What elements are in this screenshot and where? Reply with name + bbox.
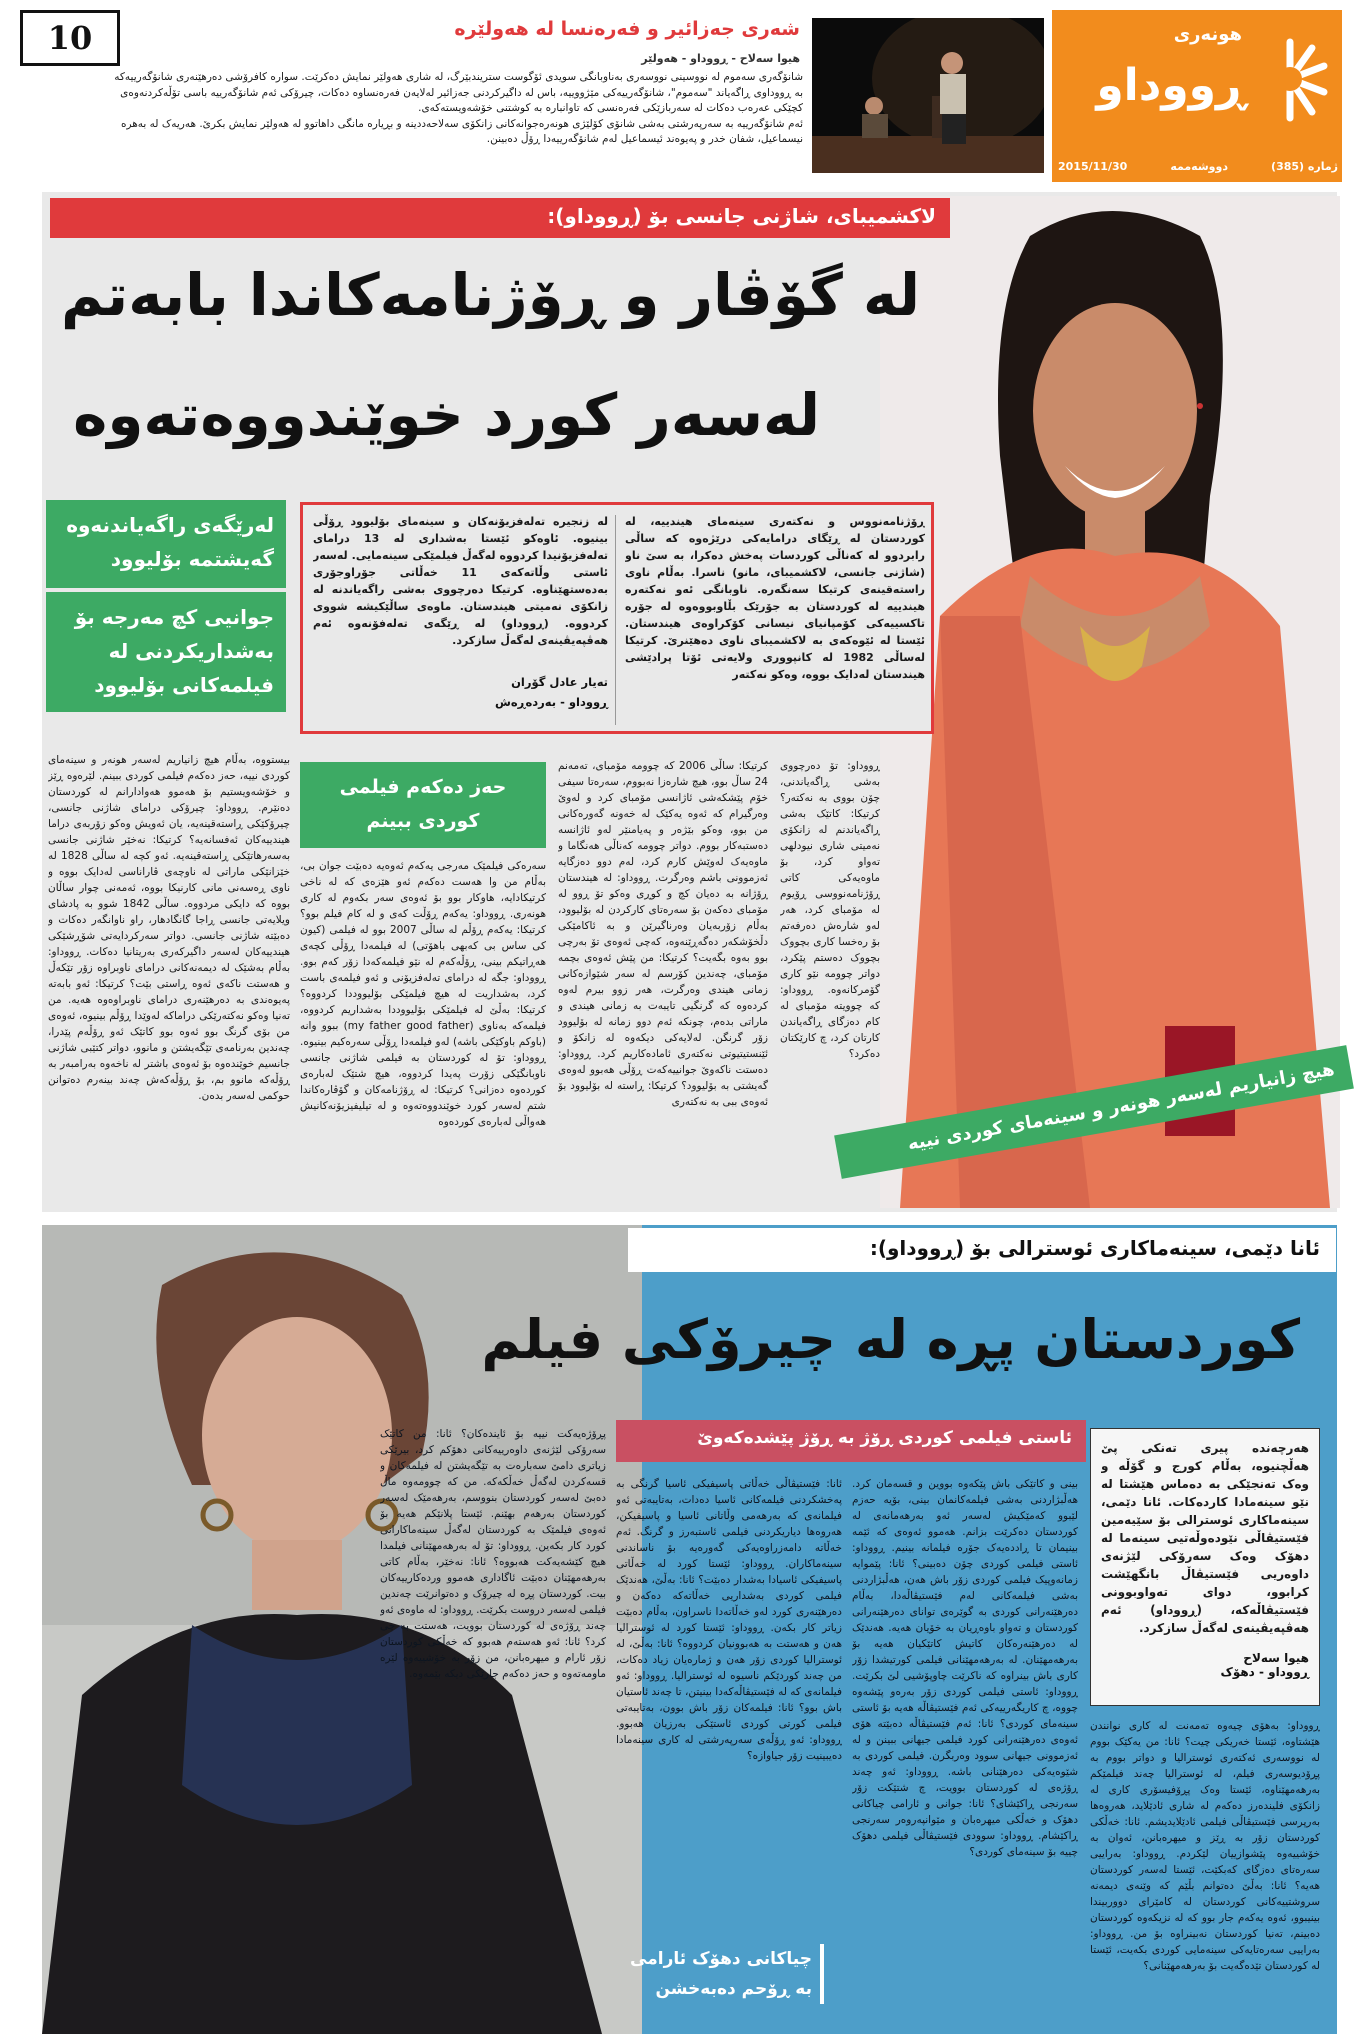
teaser-body	[28, 70, 803, 180]
article1-intro-right: ڕۆژنامەنووس و نەکتەری سینەمای هیندییە، لە کوردستان لە ڕێگای درامایەکی درێژەوە کە ساڵی رابردوو لە کەناڵی کوردسات پەخش دەکرا، بە سێ ناو (شاژنی جانسی، لاکشمیبای، مانو) ناسرا. بەڵام ناوی راستەقینەی کرتیکا سەنگەرە. ناوبانگی ئەو نەکتەرە هیندییە لە کوردستان بە جۆرێک بڵاوبووەوە لە جۆرە تاکسییەکی کۆمپانیای نیسانی کۆکراوەی هیندستان. ئێستا لە ئێوەکەی بە لاکشمیبای ناوی دەهێنرێ. کرتیکا لەساڵی 1982 لە کانپووری ولایەتی ئۆتا پرادێشی هیندستان لەدایک بووە، وەکو نەکتەر	[625, 515, 925, 681]
article2-col-4: پڕۆژەیەکت نییە بۆ ئایندەکان؟ ئانا: من کاتێک سەرۆکی لێژنەی داوەرییەکانی دهۆکم کرد، بیرێکی زیاتری دامێ سەبارەت بە تێگەیشتن لە فیلمەکان و قسەکردن لەگەڵ خەڵکەکە. من کە چوومەوە ماڵ دەبێ لەسەر کوردستان بنووسم، بەرهەمێک لەسەر کوردستان بەرهەم بهێنم. ئێستا پلانێکم هەیە بۆ ئەوەی فیلمێک بە کوردستان لەگەڵ سینەماکارانی کورد کار بکەین. ڕووداو: تۆ لە بەرهەمهێنانی فیلمدا هیچ کێشەیەکت هەبووە؟ ئانا: نەخێر، بەڵام کاتی بەرهەمهێنان دەبێت ئاگاداری هەموو وردەکارییەکان بیت. کوردستان پڕە لە چیرۆک و دەتوانرێت چەندین فیلمی لەسەر دروست بکرێت. ڕووداو: لە ماوەی ئەو چەند ڕۆژەی لە کوردستان بوویت، هەستت بە چی کرد؟ ئانا: ئەو هەستەم هەبوو کە خەڵکی کوردستان زۆر ئارام و میهرەبانن، من زۆر بە خۆشییەوە لێرە ماومەتەوە و حەز دەکەم جارێکی دیکە بێمەوە.	[380, 1428, 606, 1680]
green-box-2-line: جوانیی کچ مەرجە بۆ	[74, 605, 274, 629]
green-box-2-line: فیلمەکانی بۆلیوود	[94, 673, 274, 697]
issue-number: ژمارە (385)	[1271, 160, 1338, 173]
photo-caption-line: چیاکانی دهۆک ئارامی	[630, 1949, 812, 1969]
pull-quote-line: کوردی ببینم	[366, 810, 480, 832]
article1-kicker-text: لاکشمیبای، شاژنی جانسی بۆ (ڕووداو):	[547, 204, 936, 228]
article1-intro-box	[300, 502, 934, 734]
pull-quote-line: حەز دەکەم فیلمی	[339, 776, 507, 798]
teaser-line: بە ڕووداوی ڕاگەیاند "سەموم"، شانۆگەرییەکی مێژووییە، باس لە داگیرکردنی جەزائیر لەلایەن فەرەنساوە دەکات، چیرۆکی ئەم شانۆگەرییە باسی تۆڵەکردنەوەی	[120, 86, 803, 99]
article2-kicker-text: ئانا دێمی، سینەماکاری ئوسترالی بۆ (ڕووداو):	[869, 1236, 1320, 1260]
theatre-photo	[812, 18, 1044, 173]
header-strip	[0, 0, 1372, 192]
article1-interviewer: تەیار عادل گۆران	[511, 675, 608, 689]
page-number: 10	[47, 19, 93, 57]
brand-section: هونەری	[1173, 24, 1242, 45]
teaser-byline: هیوا سەلاح - ڕووداو - هەولێر	[641, 52, 800, 65]
article2-headline: کوردستان پڕە لە چیرۆکی فیلم	[481, 1308, 1300, 1371]
article2-intro-box	[1090, 1428, 1320, 1706]
actress-photo	[880, 196, 1340, 1208]
teaser-line: کچێکی عەرەب دەکات لە سەربازێکی فەرەنسی کە تاوانبارە بە کوشتنی خۆشەویستەکەی.	[418, 102, 803, 114]
article2-intro-text: هەرچەندە پیری تەنکی پێ هەڵچنیوە، بەڵام کورج و گۆڵە و وەک تەنجێکی بە دەماس هێشتا لە نێو سینەمادا کاردەکات. ئانا دێمی، سینەماکاری ئوسترالی بۆ سێیەمین فێستیڤاڵی نێودەوڵەتیی سینەما لە دهۆک وەک سەرۆکی لێژنەی داوەریی فێستیڤاڵ بانگهێشت کرابوو، دوای تەواوبوونی فێستیڤاڵەکە، (ڕووداو) ئەم هەڤپەیڤینەی لەگەڵ سازکرد.	[1101, 1441, 1309, 1635]
article2-col-2: بینی و کاتێکی باش پێکەوە بووین و قسەمان کرد. هەڵبژاردنی بەشی فیلمەکانمان بینی، بۆیە حەزم لێبوو کەمێکیش لەسەر ئەو بەرهەمانەی لە کوردستان دەکرێت بزانم. هەموو ئەوەی کە ئێمە بینیمان تا ڕاددەیەک جۆرە فیلمانە بینیم. ڕووداو: ئاستی فیلمی کوردی چۆن دەبینی؟ ئانا: پێموایە زمانەوپیک فیلمی کوردی زۆر باش هەن، هەڵبژاردنی بەشی فیلمەکانی لەم فێستیڤاڵەدا، بەڵام دەرهێنەرانی کوردی بە گوێرەی توانای دەرهێنەرانی کوردستان و تەواو باوەڕیان بە خۆیان هەیە. هەندێک لە دەرهێنەرەکان کاتیش کاتێکیان هەیە بۆ بەرهەمهێنان. لە بەرهەمهێنانی فیلمی کورتیشدا زۆر کاری باش بینراوە کە ناکرێت چاوپۆشیی لێ بکرێت. ڕووداو: ئاستی فیلمی کوردی زۆر بەرەو پێشەوە چووە، چ کاریگەرییەکی ئەم فێستیڤاڵە هەیە بۆ ئاستی سینەمای کوردی؟ ئانا: ئەم فێستیڤاڵە دەبێتە هۆی ئەوەی دەرهێنەرانی کورد فیلمی جیهانی ببینن و لە ئەزموونی جیهانی سوود وەربگرن. فیلمی کوردی بە شێوەیەکی دەرهێنانی باشە. ڕووداو: ئەو چەند ڕۆژەی لە کوردستان بوویت، چ شتێکت زۆر سەرنجی ڕاکێشای؟ ئانا: جوانی و ئارامی چیاکانی دهۆک و خەڵکی میهرەبان و مێوانپەروەر سەرنجی ڕاکێشام. ڕووداو: سوودی فێستیڤاڵی فیلمی دهۆک چییە بۆ سینەمای کوردی؟	[852, 1478, 1078, 1858]
teaser-line: نیسماعیل، شفان خدر و پەیوەند ئیسماعیل لەم شانۆگەرییەدا ڕۆڵ دەبینن.	[486, 133, 803, 145]
green-box-2-line: بەشداریکردنی لە	[108, 639, 274, 663]
article1-col-1: ڕووداو: تۆ دەرچووی بەشی ڕاگەیاندنی، چۆن بووی بە نەکتەر؟ کرتیکا: کاتێک بەشی ڕاگەیاندنم لە زانکۆی نەمیتی شاری نیودلهی تەواو کرد، بۆ ماوەیەکی کاتی ڕۆژنامەنووسی ڕۆیوم لە مۆمبای کرد، هەر لەو شارەش دەرفەتم بۆ رەخسا کاری بچووک بچووک دەستم پێکرد، دواتر چوومە نێو کاری گۆمرکانەوە. ڕووداو: کە چوویتە مۆمبای لە کام دەزگای ڕاگەیاندن کارتان کرد، چ کارێکتان دەکرد؟	[780, 760, 880, 1060]
brand-name: ڕووداو	[1096, 60, 1246, 111]
article1-interviewer-place: ڕووداو - بەردەڕەش	[495, 695, 608, 709]
article1-headline-2: لەسەر کورد خوێندووەتەوە	[73, 381, 820, 449]
pull-quote-box	[300, 762, 546, 848]
actress-illustration	[880, 196, 1340, 1208]
teaser-title: شەری جەزائیر و فەرەنسا لە هەولێرە	[454, 18, 800, 40]
green-box-1-line: لەرێگەی راگەیاندنەوە	[66, 513, 274, 537]
article2-red-bar-text: ئاستی فیلمی کوردی ڕۆژ بە ڕۆژ پێشدەکەوێ	[697, 1428, 1072, 1448]
article1-kicker	[50, 198, 950, 238]
photo-caption-line: بە ڕۆحم دەبەخشن	[655, 1979, 812, 1999]
green-banner-text: هیچ زانیاریم لەسەر هونەر و سینەمای کوردی نییە	[906, 1058, 1337, 1155]
teaser-line: ئەم شانۆگەرییە بە سەرپەرشتی بەشی شانۆی کۆلێژی هونەرەجوانەکانی زانکۆی سەلاحەددینە و بڕیارە مانگی داهاتوو لە هەولێر نمایش بکرێ. هەریەک لە بەهرە	[120, 117, 803, 130]
brand-block	[1052, 10, 1342, 182]
green-box-2	[46, 592, 286, 712]
article1-col-2: کرتیکا: ساڵی 2006 کە چوومە مۆمبای، تەمەنم 24 ساڵ بوو، هیچ شارەزا نەبووم، سەرەتا سیفی خۆم پێشکەشی ئاژانسی مۆمبای کرد و لەوێ وەرگیرام کە ئەوە یەکێک لە خەونە گەورەکانی من بوو، وەکو بێژەر و پەیامنێر لەو ئاژانسە دەستبەکار بووم. دواتر چوومە کەناڵی هەنگاما و ماوەیەک لەوێش کارم کرد، لەم دوو دەزگایە ئەزموونی باشم وەرگرت. ڕووداو: لە هیندستان ڕۆژانە بە دەیان کچ و کوڕی وەکو تۆ ڕوو لە مۆمبای دەکەن بۆ سەرەتای کارکردن لە بۆلیوود، بەڵام زۆربەیان وەرناگیرێن و بە ئاکامێکی دڵخۆشکەر دەگەڕێنەوە، کەچی ئەوەی تۆ بەرچی بوو بەوە بگەیت؟ کرتیکا: من پێش ئەوەی بچمە مۆمبای، چەندین کۆرسم لە سەر شێوازەکانی زمانی هیندی وەرگرت، هەر زوو بیرم لەوە کردەوە کە گرنگیی تایبەت بە زمانی هیندی و ماراتی بدەم، چونکە ئەم دوو زمانە لە بۆلیوود زۆر گرنگن. لەلایەکی دیکەوە لە زانکۆ و ئێنستیتیوتی نەکتەری ئامادەکاریم کرد. ڕووداو: دەستت ناکەوێ جوانییەکەت ڕۆڵی هەبوو لەوەی گەیشتی بە بۆلیوود؟ کرتیکا: ڕاستە لە بۆلیوود بۆ ئەوەی ببی بە نەکتەری	[558, 760, 768, 1108]
issue-date: 2015/11/30	[1058, 160, 1128, 173]
theatre-scene-illustration	[812, 18, 1044, 173]
teaser-line: شانۆگەری سەموم لە نووسینی نووسەری بەناوبانگی سویدی ئۆگوست ستریندبێرگ، لە شاری هەولێر نمایش دەکرێت. سوارە کافرۆشی دەرهێنەری شانۆگەرییەکە	[114, 71, 803, 83]
article1-col-3: سەرەکی فیلمێک مەرجی یەکەم ئەوەیە دەبێت جوان بی، بەڵام من وا هەست دەکەم ئەو هێزەی کە لە ناخی کرتیکادایە، هاوکار بوو بۆ ئەوەی سەر بکەوم لە کاری هونەری. ڕووداو: یەکەم ڕۆڵت کەی و لە کام فیلم بوو؟ کرتیکا: یەکەم ڕۆڵم لە ساڵی 2007 بوو لە فیلمی (کیون کی ساس بی کەبهی باهۆتی) لە فیلمەدا ڕۆڵی کچەی هەڕاتیکم بینی، ڕۆڵەکەم لە نێو فیلمەکەدا زۆر کەم بوو. ڕووداو: جگە لە درامای تەلەفزیۆنی و ئەو فیلمەی باست کرد، بەشداریت لە هیچ فیلمێکی بۆلیووددا کردووە؟ کرتیکا: بەڵێ لە فیلمێکی بۆلیووددا بەشداریم کردووە، فیلمەکە بەناوی (my father good father) ببوو وانە (باوکم باوکێکی باشە) لەو فیلمەدا ڕۆڵی سەرەکیم بینیوە. ڕووداو: تۆ لە کوردستان بە فیلمی شاژنی جانسی ناوبانگێکی زۆرت پەیدا کردووە، هیچ شتێک لەبارەی کوردەوە دەزانی؟ کرتیکا: لە ڕۆژنامەکان و گۆڤارەکاندا شتم لەسەر کورد خوێندووەتەوە و لە تیلیفیزیۆنەکانیش هەواڵی لەبارەی کوردەوە	[300, 860, 546, 1128]
article1-col-4: بیستووە، بەڵام هیچ زانیاریم لەسەر هونەر و سینەمای کوردی نییە، حەز دەکەم فیلمی کوردی ببینم. لێرەوە ڕێز و خۆشەویستیم بۆ هەموو هەوادارانم لە کوردستان دەنێرم. ڕووداو: چیرۆکی درامای شاژنی جانسی، چیرۆکێکی ڕاستەقینەیە، یان ئەویش وەکو زۆربەی دراما هیندییەکان ئەفسانەیە؟ کرتیکا: نەخێر شاژنی جانسی بەسەرهاتێکی ڕاستەقینەیە. ئەو کچە لە ساڵی 1828 لە خێزانێکی ماراتی لە ناوچەی ڤاراناسی لەدایک بووە و ناوی ڕەسەنی مانی کارنیکا بووە، ئەمەنی چوار ساڵان بووە کە دایکی مردووە. ساڵی 1842 شوو بە پادشای ویلایەتی جانسی ڕاجا گانگادهار، راو ناوانگەر دەکات و دەبێتە شاژنی جانسی. دواتر سەرکردایەتی شۆڕشێکی هیندییەکان لەسەر داگیرکەری بەریتانیا دەکات. ڕووداو: بەڵام بەشێک لە دیمەنەکانی درامای ناوبراوە زۆر تێکەڵ و هەستت ناکەی ئەوە ڕاستی بێت؟ کرتیکا: ئەو بابەتە پەیوەندی بە دەرهێنەری درامای ناوبراوەوە هەیە. من تەنیا وەکو نەکتەرێکی دراماکە لەوێدا ڕۆڵم بینیوە، ئەوەی من بۆی گرنگ بوو ئەوە بوو کاتێک ئەو ڕۆڵەم پێدرا، چەندین بەرنامەی تێگەیشتن و مانوو، دواتر کتێبی شاژنی جانسیم خوێندەوە بۆ ئەوەی باشتر لە ناخەوە بەرامبەر بە ڕۆڵەکە مانوو بم، بۆ ڕۆڵەکەش چەند بینەرم دەتوانن حوکمی لەسەر بدەن.	[48, 754, 290, 1102]
article2-red-bar	[616, 1420, 1086, 1462]
weekday: دووشەممە	[1170, 160, 1228, 173]
article2-intro-place: ڕووداو - دهۆک	[1220, 1665, 1309, 1679]
page-number-box	[20, 10, 120, 66]
article2-kicker	[628, 1228, 1336, 1272]
article1-intro-left: لە زنجیرە تەلەفزیۆنەکان و سینەمای بۆلیوود ڕۆڵی بینیوە. ئاوەکو ئێستا بەشداری لە 13 درامای تەلەفزیۆنیدا کردووە لەگەڵ فیلمێکی سینەمایی. لەسەر ئاستی وڵاتەکەی 11 خەڵاتی جۆراوجۆری بەدەستهێناوە. کرتیکا دەرچووی بەشی راگەیاندنە لە زانکۆی نەمیتی هیندستان. ماوەی ساڵێکیشە شووی کردووە. (ڕووداو) لە ڕێگەی تەلەفۆنەوە ئەم هەڤپەیڤینەی لەگەڵ سازکرد.	[313, 515, 608, 647]
article1-headline-1: لە گۆڤار و ڕۆژنامەکاندا بابەتم	[60, 261, 920, 329]
article2-col-3: ئانا: فێستیڤاڵی خەڵاتی پاسیفیکی ئاسیا گرنگی بە پەخشکردنی فیلمەکانی ئاسیا دەدات، بەتایبەتی ئەو فیلمانەی کە بەرهەمی وڵاتانی ئاسیا و پاسیفیکن، هەروەها دیاریکردنی فیلمی ئاستبەرز و گرنگ. ئەم خەڵاتە دامەزراوەیەکی گەورەیە بۆ ناساندنی سینەماکاران. ڕووداو: ئێستا کورد لە خەڵاتی پاسیفیکی ئاسیادا بەشدار دەبێت؟ ئانا: بەڵێ، هەندێک فیلمی کوردی بەشداریی خەڵاتەکە دەکەن و دەرهێنەری کورد لەو خەڵاتەدا ناسراون، بەڵام دەبێت زیاتر کار بکەن. ڕووداو: ئێستا کورد لە ئوسترالیا هەن و هەستت بە هەبوونیان کردووە؟ ئانا: بەڵێ، لە ئوسترالیا کوردی زۆر هەن و ژمارەیان زیاد دەکات، من چەند کوردێکم ناسیوە لە ئوسترالیا. ڕووداو: ئەو فیلمانەی کە لە فێستیڤاڵەکەدا بینیتن، تا چەند ئاستیان باش بوو؟ ئانا: فیلمەکان زۆر باش بوون، بەتایبەتی فیلمی کورتی کوردی ئاستێکی بەرزیان هەبوو. ڕووداو: ئەو ڕۆڵەی سەرپەرشتی لە کاری سینەمادا دەیبینیت زۆر جیاوازە؟	[616, 1478, 842, 1762]
article2-intro-author: هیوا سەلاح	[1243, 1651, 1309, 1665]
article2-col-1: ڕووداو: بەهۆی چیەوە تەمەنت لە کاری نوانندن هێشتاوە، ئێستا خەریکی چیت؟ ئانا: من یەکێک بووم لە نووسەری ئەکتەری ئوسترالیا و دواتر بووم بە پڕۆدیوسەری فیلم، لە ئوسترالیا چەند فیلمێکم بەرهەمهێناوە، ئێستا وەک پڕۆفیسۆری کاری لە زانکۆی فلیندەرز دەکەم لە شاری ئادێلاید، هەروەها بەرپرسی فێستیڤاڵی فیلمی ئادێلایدیشم. ئانا: خەڵکی کوردستان زۆر بە ڕێز و میهرەبانن، ئەوان بە خۆشییەوە پێشوازییان لێکردم. ڕووداو: بەراییی سەرەتای دەزگای کەبکێت، ئێستا لەسەر کوردستان هەیە؟ ئانا: بەڵێ دەتوانم بڵێم کە وێنەی دیمەنە سروشتییەکانی کوردستان لە کامێرای دووربیندا بینیبوو، ئەوە یەکەم جار بوو کە لە نزیکەوە کوردستان دەبینم، تەنیا کوردستان نەبینراوە بۆ من. ڕووداو: بەراییی سەرەتایەکی سینەمایی کوردی بکەیت، ئێستا لە کوردستان تێدەگەیت بۆ بەرهەمهێنانی؟	[1090, 1720, 1320, 1972]
issue-line	[1058, 160, 1338, 173]
sunburst-logo-icon	[1250, 34, 1330, 124]
green-box-1-line: گەیشتمە بۆلیوود	[110, 547, 274, 571]
green-box-1	[46, 500, 286, 588]
intro-divider	[615, 515, 616, 725]
photo-caption	[606, 1944, 824, 2004]
